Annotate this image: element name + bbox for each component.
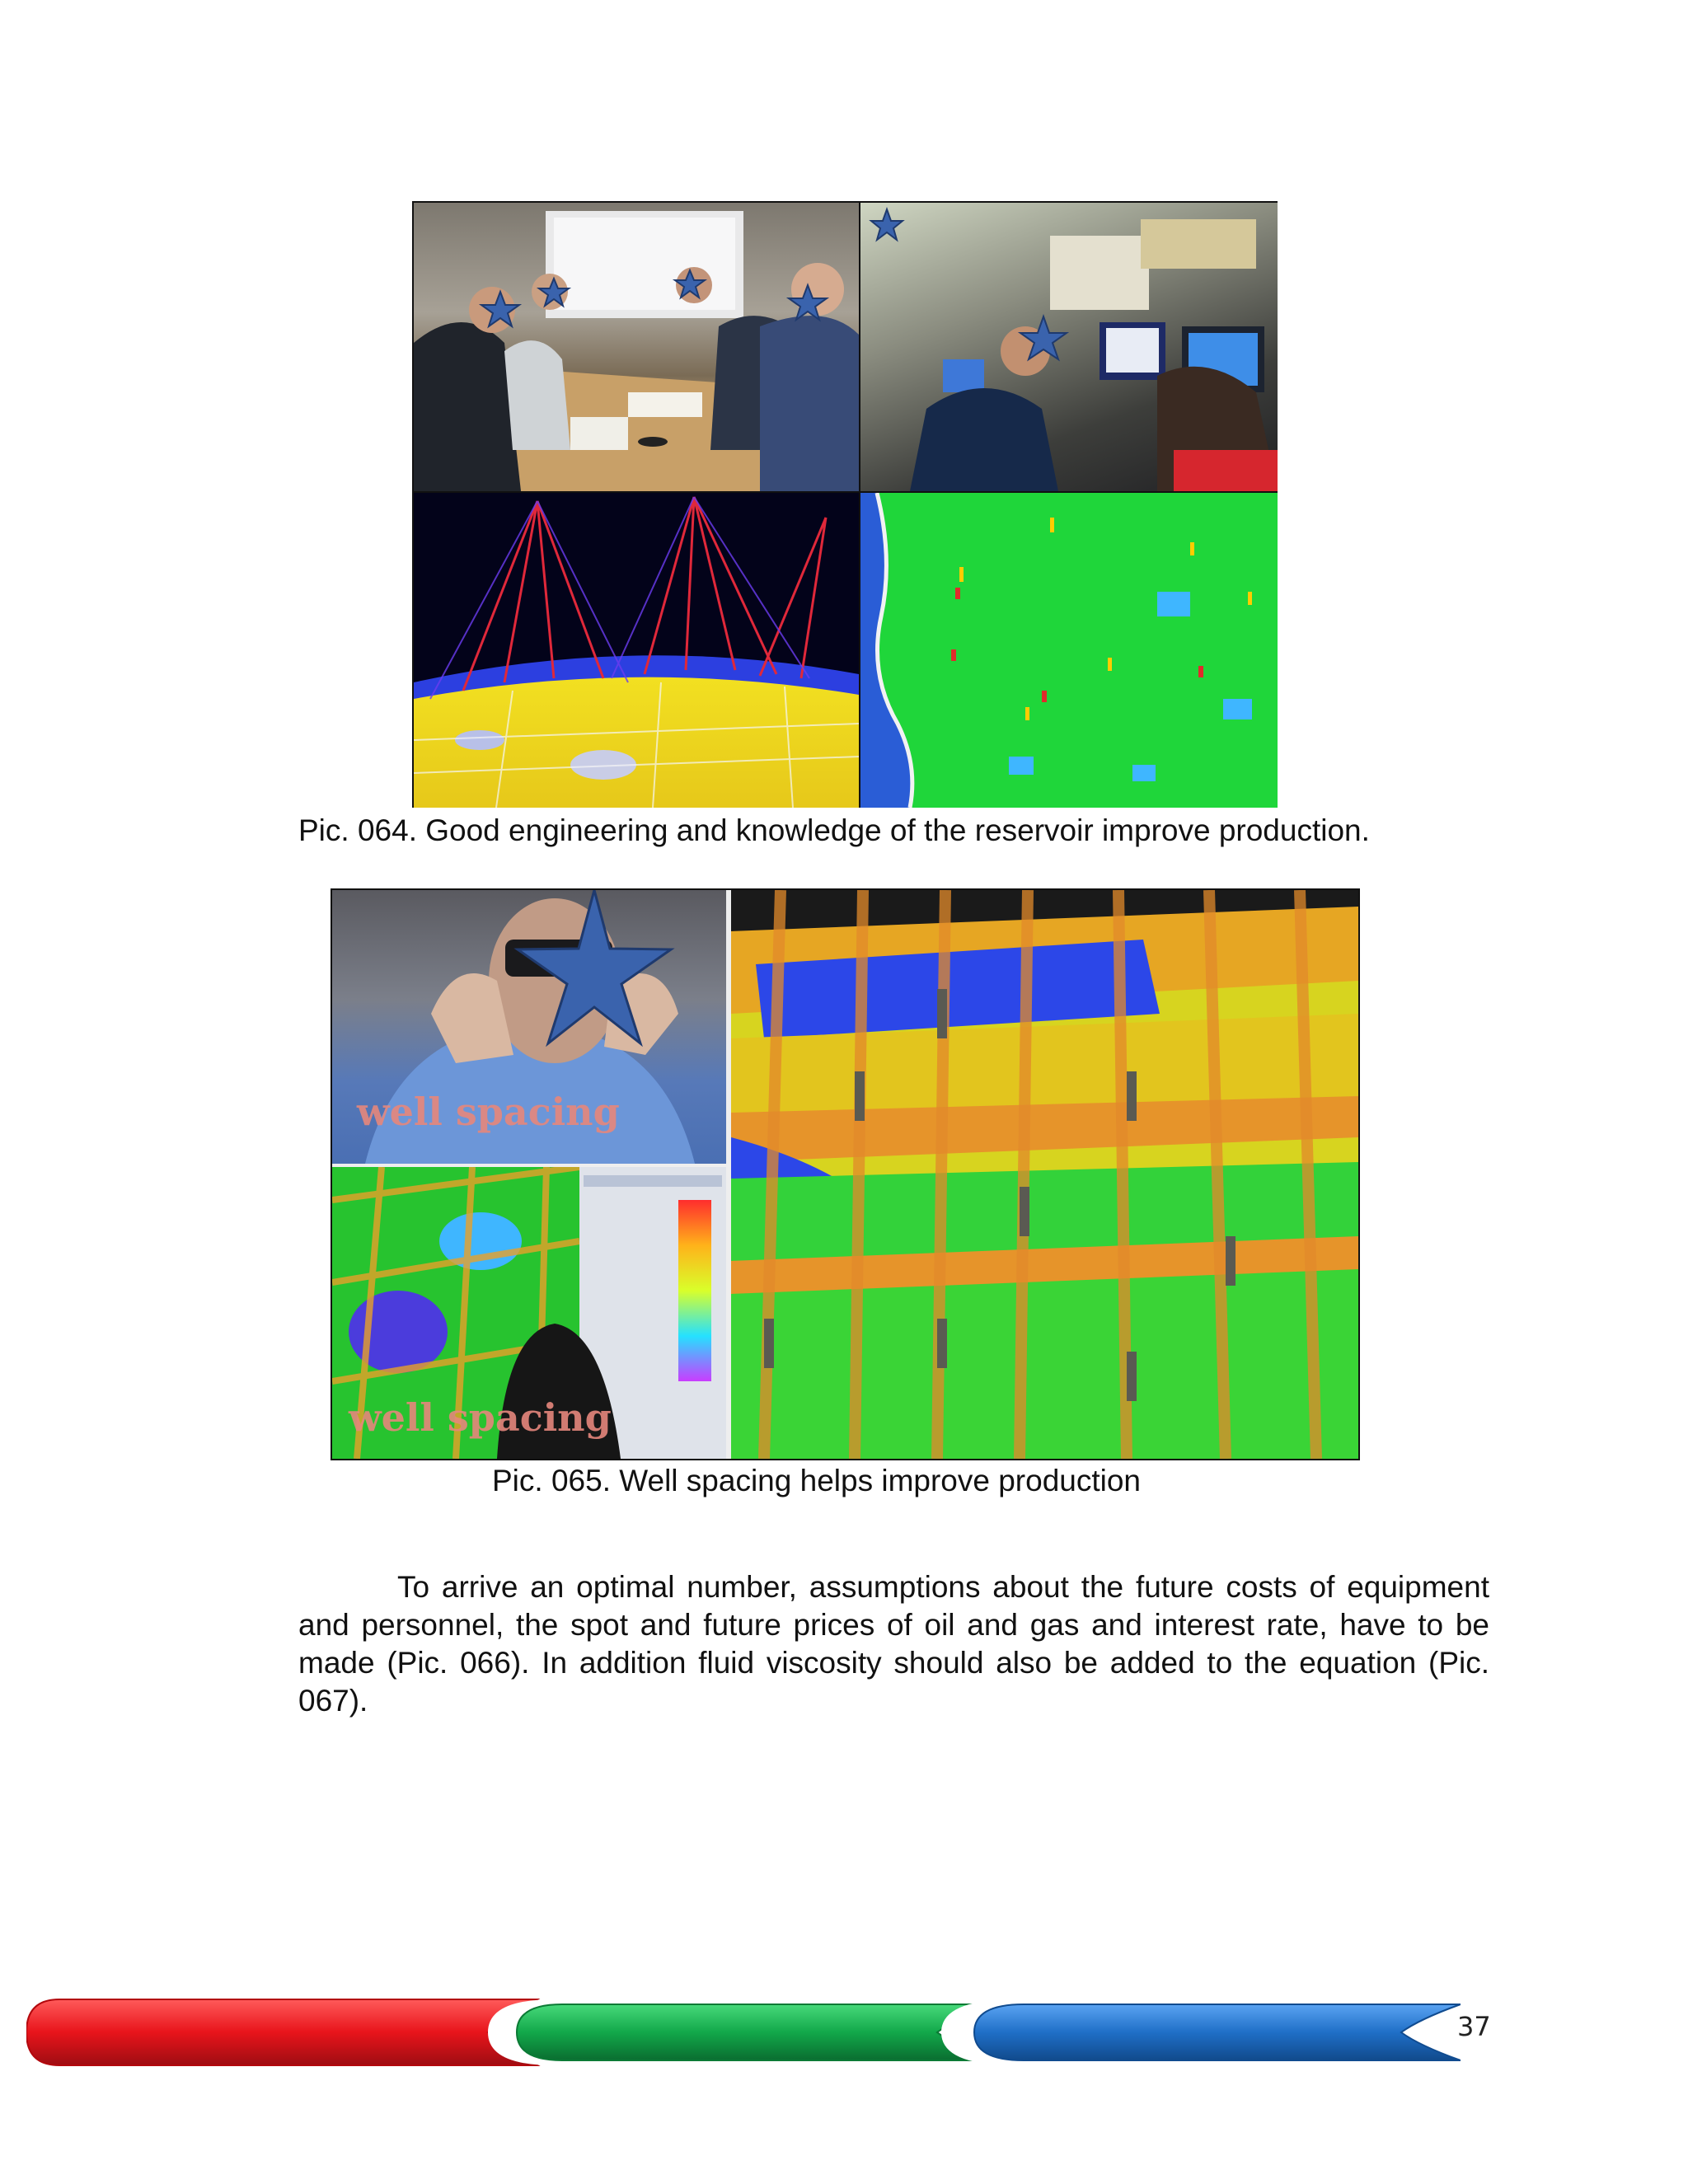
well-spacing-label-bottom: well spacing <box>349 1395 612 1440</box>
reservoir-layers-3d-view <box>731 890 1358 1459</box>
page-number: 37 <box>1457 2011 1491 2042</box>
body-paragraph: To arrive an optimal number, assumptions about the future costs of equipment and personnel, the spot and future prices of oil and gas and interest rate, have to be made (Pic. 066). In addition fluid viscosity should also be added to the equation (Pic. 067). <box>298 1570 1489 1718</box>
figure-caption-pic064: Pic. 064. Good engineering and knowledge of the reservoir improve production. <box>298 813 1370 847</box>
footer-color-bars <box>26 1996 1461 2069</box>
figure-pic064 <box>412 201 1278 808</box>
well-spacing-software-view <box>332 1167 726 1459</box>
well-spacing-label-top: well spacing <box>357 1090 620 1134</box>
control-room-photo <box>860 203 1278 491</box>
reservoir-map-view <box>860 493 1278 808</box>
well-trajectory-3d-model <box>414 493 859 808</box>
engineer-photo <box>332 890 726 1164</box>
figure-caption-pic065: Pic. 065. Well spacing helps improve production <box>492 1464 1142 1497</box>
figure-pic065 <box>331 888 1360 1460</box>
meeting-room-photo <box>414 203 859 491</box>
